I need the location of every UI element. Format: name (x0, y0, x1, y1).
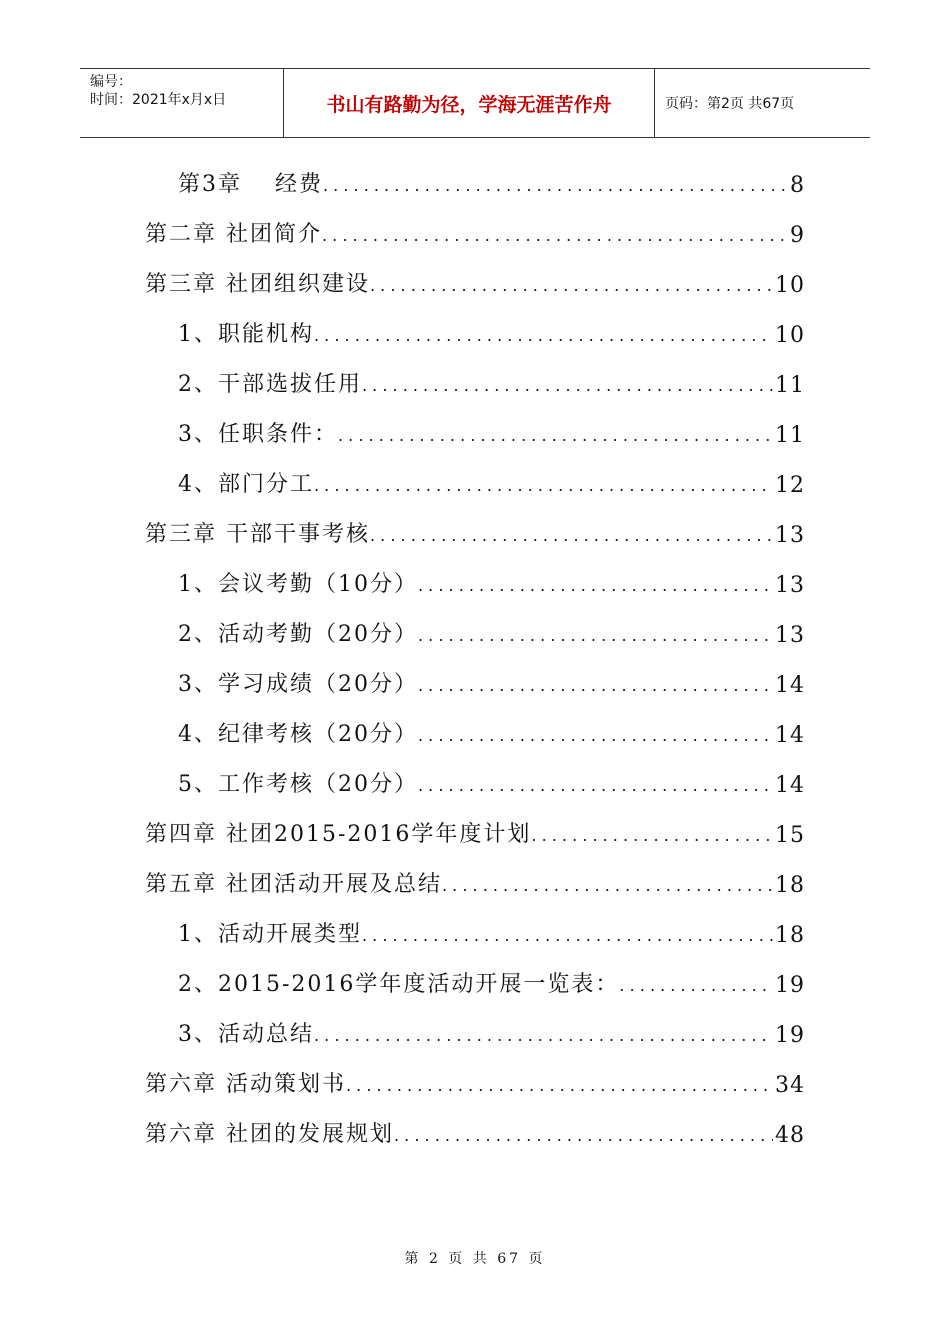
toc-entry-label: 4、部门分工 (178, 472, 314, 497)
toc-entry-label: 1、活动开展类型 (178, 922, 362, 947)
toc-entry[interactable] (178, 468, 805, 498)
toc-entry-page: 18 (775, 923, 805, 948)
toc-entry-page: 13 (775, 523, 805, 548)
toc-entry-page: 14 (775, 773, 805, 798)
page-footer (0, 1248, 950, 1268)
toc-leader-dots (314, 318, 773, 348)
toc-entry-page: 11 (775, 373, 805, 398)
toc-entry-label: 第二章 社团简介 (145, 222, 322, 247)
date-label: 时间：2021年x月x日 (90, 92, 227, 108)
toc-leader-dots (370, 518, 773, 548)
toc-entry[interactable] (178, 668, 805, 698)
toc-entry[interactable] (178, 568, 805, 598)
toc-entry-page: 9 (790, 223, 805, 248)
toc-entry-label: 第四章 社团2015-2016学年度计划 (145, 822, 532, 847)
toc-leader-dots (531, 818, 773, 848)
toc-leader-dots (370, 268, 773, 298)
header-page-cell (655, 69, 870, 137)
toc-leader-dots (394, 1118, 773, 1148)
toc-entry-page: 18 (775, 873, 805, 898)
toc-entry[interactable] (178, 718, 805, 748)
toc-entry-page: 34 (775, 1073, 805, 1098)
toc-entry-label: 2、干部选拔任用 (178, 372, 362, 397)
toc-entry-label: 1、职能机构 (178, 322, 314, 347)
toc-entry-label: 3、任职条件： (178, 422, 338, 447)
toc-entry[interactable] (145, 268, 805, 298)
toc-entry-page: 13 (775, 573, 805, 598)
toc-entry-label: 2、活动考勤（20分） (178, 622, 418, 647)
toc-leader-dots (322, 218, 788, 248)
toc-entry-page: 14 (775, 673, 805, 698)
toc-entry-label: 第六章 社团的发展规划 (145, 1122, 394, 1147)
toc-entry[interactable] (145, 1068, 805, 1098)
toc-entry-label: 第三章 干部干事考核 (145, 522, 370, 547)
toc-entry[interactable] (178, 918, 805, 948)
toc-entry-page: 19 (775, 973, 805, 998)
toc-entry-label: 4、纪律考核（20分） (178, 722, 418, 747)
toc-leader-dots (362, 368, 773, 398)
toc-leader-dots (442, 868, 773, 898)
header-page-info: 页码：第2页 共67页 (665, 96, 795, 112)
toc-leader-dots (346, 1068, 773, 1098)
toc-entry-page: 13 (775, 623, 805, 648)
toc-entry-page: 48 (775, 1123, 805, 1148)
toc-entry[interactable] (178, 168, 805, 198)
toc-leader-dots (418, 618, 773, 648)
toc-entry-label: 3、活动总结 (178, 1022, 314, 1047)
toc-entry-label: 2、2015-2016学年度活动开展一览表： (178, 972, 620, 997)
toc-entry-page: 11 (775, 423, 805, 448)
toc-entry[interactable] (178, 318, 805, 348)
toc-entry[interactable] (145, 518, 805, 548)
toc-entry-page: 19 (775, 1023, 805, 1048)
toc-entry-label: 第六章 活动策划书 (145, 1072, 346, 1097)
toc-entry-label: 第三章 社团组织建设 (145, 272, 370, 297)
toc-entry[interactable] (178, 418, 805, 448)
header-motto-cell (283, 69, 655, 137)
toc-entry[interactable] (145, 1118, 805, 1148)
toc-leader-dots (338, 418, 773, 448)
toc-leader-dots (314, 468, 773, 498)
toc-entry-label: 第3章 经费 (178, 172, 323, 197)
toc-entry-page: 12 (775, 473, 805, 498)
toc-entry-label: 5、工作考核（20分） (178, 772, 418, 797)
serial-label: 编号： (90, 74, 132, 90)
toc-entry[interactable] (145, 218, 805, 248)
toc-leader-dots (323, 168, 788, 198)
toc-entry[interactable] (178, 968, 805, 998)
motto-text: 书山有路勤为径，学海无涯苦作舟 (326, 93, 612, 116)
toc-leader-dots (418, 668, 773, 698)
footer-page-number: 第 2 页 共 67 页 (404, 1251, 546, 1267)
toc-entry-page: 10 (775, 273, 805, 298)
toc-entry[interactable] (145, 818, 805, 848)
toc-entry-page: 10 (775, 323, 805, 348)
toc-leader-dots (418, 768, 773, 798)
toc-entry[interactable] (178, 368, 805, 398)
toc-entry-page: 14 (775, 723, 805, 748)
toc-leader-dots (418, 718, 773, 748)
toc-leader-dots (314, 1018, 773, 1048)
document-header (80, 68, 870, 138)
toc-entry-page: 8 (790, 173, 805, 198)
toc-entry[interactable] (178, 768, 805, 798)
header-meta-cell (80, 69, 283, 137)
toc-entry-label: 3、学习成绩（20分） (178, 672, 418, 697)
toc-leader-dots (619, 968, 773, 998)
toc-entry[interactable] (178, 1018, 805, 1048)
toc-entry[interactable] (178, 618, 805, 648)
toc-leader-dots (362, 918, 773, 948)
toc-entry-page: 15 (775, 823, 805, 848)
toc-entry-label: 1、会议考勤（10分） (178, 572, 418, 597)
toc-entry[interactable] (145, 868, 805, 898)
toc-entry-label: 第五章 社团活动开展及总结 (145, 872, 442, 897)
toc-leader-dots (418, 568, 773, 598)
